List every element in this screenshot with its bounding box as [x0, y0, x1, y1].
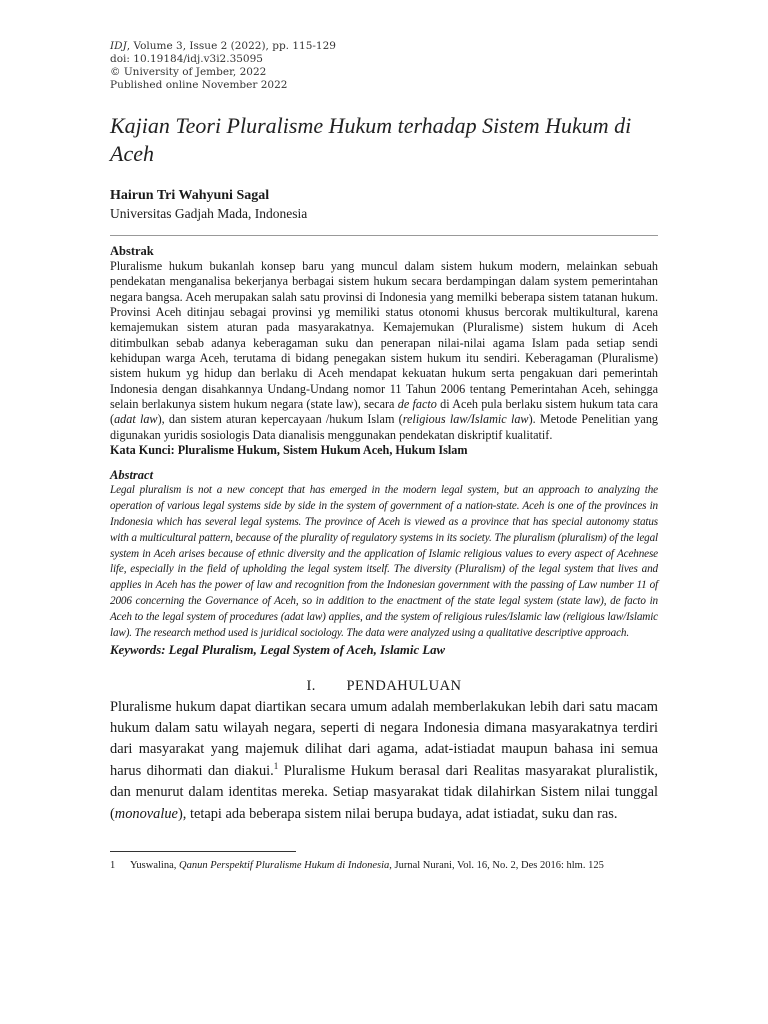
footnote-work: Qanun Perspektif Pluralisme Hukum di Indonesia	[179, 860, 390, 871]
abstract-text: Legal pluralism is not a new concept that has emerged in the modern legal system, but an approach to analyzing the operation of various legal systems side by side in the system of government of a nation-state. Aceh is one of the provinces in Indonesia which has several legal systems. The province of Aceh is viewed as a province that has special autonomy status with a multicultural pattern, because of the plurality of regulatory systems in its society. The pluralism (pluralism) of the legal system in Aceh arises because of ethnic diversity and the application of Islamic religious values to every aspect of Acehnese life, especially in the field of upholding the legal system itself. The diversity (Pluralism) of the legal system that lives and applies in Aceh has the power of law and recognition from the Indonesian government with the passing of Law number 11 of 2006 concerning the Governance of Aceh, so in addition to the enactment of the state legal system (state law), de facto in Aceh to the legal system of procedures (adat law) applies, and the system of religious rules/Islamic law (religious law/Islamic law). The research method used is juridical sociology. The data were analyzed using a qualitative descriptive approach.	[110, 484, 658, 639]
abstrak-text-part: Pluralisme hukum bukanlah konsep baru yang muncul dalam sistem hukum modern, melainkan sebuah pendekatan menganalisa bekerjanya berbagai sistem hukum secara berdampingan dalam system pemerintahan negara bangsa. Aceh merupakan salah satu provinsi di Indonesia yang memilki beberapa sistem tatanan hukum. Provinsi Aceh ditinjau sebagai provinsi yg memiliki status otonomi khusus bercorak multikultural, karena kemajemukan sistem aturan pada masyarakatnya. Kemajemukan (Pluralisme) sistem hukum di Aceh ditimbulkan sebab adanya keberagaman suku dan penerapan nilai-nilai agama Islam pada setiap sendi kehidupan warga Aceh, terutama di bidang penegakan sistem hukum itu sendiri. Keberagaman (Pluralisme) sistem hukum yg hidup dan berlaku di Aceh mendapat kekuatan hukum serta pengakuan dari pemerintah Indonesia dengan disahkannya Undang-Undang nomor 11 Tahun 2006 tentang Pemerintahan Aceh, sehingga selain berlakunya sistem hukum negara (state law), secara	[110, 259, 658, 412]
section-number: I.	[306, 677, 316, 694]
abstrak-text-part: ). Metode Penelitian yang digunakan yuridis sosiologis Data dianalisis menggunakan pendekatan diskriptif kualitatif.	[110, 412, 659, 442]
footnote	[110, 860, 658, 871]
divider	[110, 235, 658, 236]
section-title: PENDAHULUAN	[346, 677, 462, 694]
abstrak-text-part: di Aceh pula berlaku sistem hukum tata cara (	[110, 397, 658, 427]
abstrak-text-part: ), dan sistem aturan kepercayaan /hukum Islam (	[157, 412, 403, 427]
body-paragraph	[110, 697, 658, 825]
footnote-rest: , Jurnal Nurani, Vol. 16, No. 2, Des 2016: hlm. 125	[389, 860, 604, 871]
abstrak-italic-term: religious law/Islamic law	[402, 412, 529, 427]
author-name: Hairun Tri Wahyuni Sagal	[110, 188, 270, 203]
volume-issue: , Volume 3, Issue 2 (2022), pp. 115-129	[126, 40, 336, 52]
author-affiliation: Universitas Gadjah Mada, Indonesia	[110, 206, 308, 221]
body-text-part: Pluralisme Hukum berasal dari Realitas masyarakat pluralistik, dan menurut dalam identitas mereka. Setiap masyarakat tidak dilahirkan Sistem nilai tunggal (	[110, 762, 658, 822]
doi: doi: 10.19184/idj.v3i2.35095	[110, 53, 263, 65]
keywords: Keywords: Legal Pluralism, Legal System of Aceh, Islamic Law	[110, 642, 446, 657]
section-heading	[110, 678, 658, 695]
footnote-divider	[110, 851, 296, 852]
abstract-heading: Abstract	[110, 468, 154, 483]
kata-kunci: Kata Kunci: Pluralisme Hukum, Sistem Hukum Aceh, Hukum Islam	[110, 443, 468, 458]
published-date: Published online November 2022	[110, 79, 288, 91]
abstrak-italic-term: adat law	[114, 412, 158, 427]
body-italic-term: monovalue	[114, 805, 178, 822]
abstrak-italic-term: de facto	[397, 397, 437, 412]
footnote-reference[interactable]: 1	[273, 760, 279, 771]
abstrak-heading: Abstrak	[110, 244, 154, 258]
paper-title: Kajian Teori Pluralisme Hukum terhadap Sistem Hukum di Aceh	[110, 113, 632, 166]
copyright: © University of Jember, 2022	[110, 66, 267, 78]
abstrak-text	[110, 259, 658, 443]
journal-name: IDJ	[110, 40, 127, 52]
body-text-part: Pluralisme hukum dapat diartikan secara umum adalah memberlakukan lebih dari satu macam hukum dalam satu wilayah negara, seperti di negara Indonesia dimana masyarakatnya terdiri dari masyarakat yang majemuk dilihat dari agama, adat-istiadat maupun bahasa ini semua harus dihormati dan diakui.	[110, 698, 658, 779]
article-meta	[110, 40, 658, 92]
paper-page	[110, 40, 658, 871]
body-text-part: ), tetapi ada beberapa sistem nilai berupa budaya, adat istiadat, suku dan ras.	[177, 805, 618, 822]
journal-citation	[110, 40, 658, 53]
footnote-author: Yuswalina,	[130, 860, 179, 871]
footnote-number: 1	[110, 860, 116, 871]
